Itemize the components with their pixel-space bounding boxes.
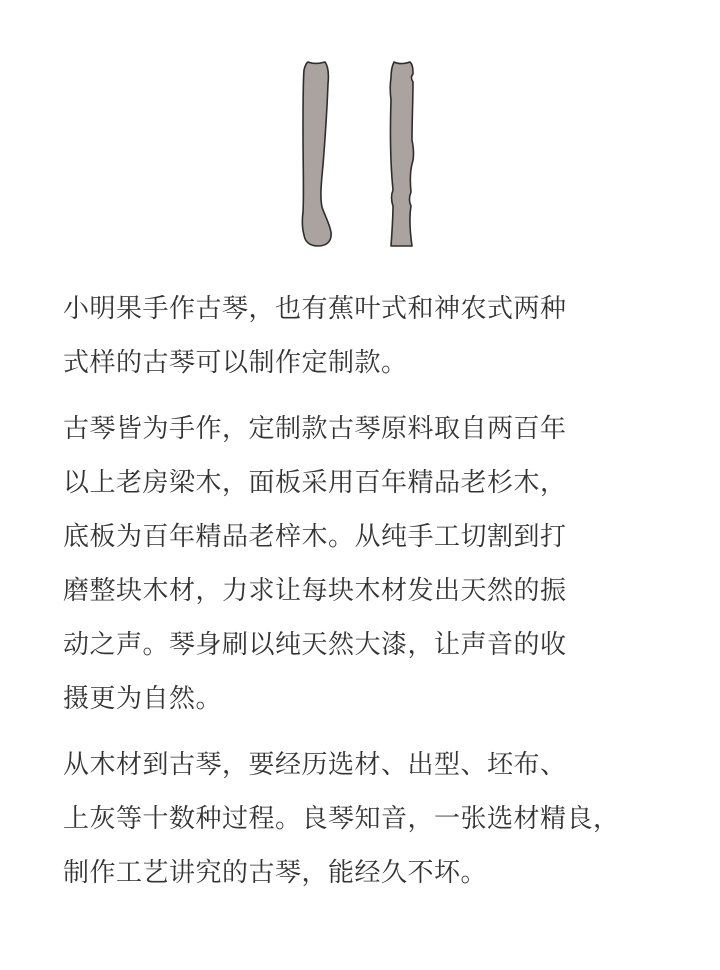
paragraph-line: 底板为百年精品老梓木。从纯手工切割到打 <box>63 522 567 552</box>
paragraph-intro <box>63 282 663 390</box>
paragraph-line: 以上老房梁木，面板采用百年精品老杉木， <box>63 468 567 498</box>
guqin-left-silhouette <box>302 62 331 246</box>
article-body <box>63 282 663 900</box>
paragraph-line: 古琴皆为手作，定制款古琴原料取自两百年 <box>63 414 567 444</box>
guqin-illustration <box>0 0 720 260</box>
paragraph-line: 从木材到古琴，要经历选材、出型、坯布、 <box>63 750 567 780</box>
paragraph-materials <box>63 402 663 726</box>
paragraph-line: 式样的古琴可以制作定制款。 <box>63 348 408 378</box>
paragraph-process <box>63 738 663 900</box>
paragraph-line: 上灰等十数种过程。良琴知音，一张选材精良， <box>63 804 620 834</box>
paragraph-line: 制作工艺讲究的古琴，能经久不坏。 <box>63 858 488 888</box>
guqin-pair-drawing <box>0 0 720 260</box>
guqin-right-silhouette <box>390 62 413 246</box>
paragraph-line: 磨整块木材，力求让每块木材发出天然的振 <box>63 576 567 606</box>
paragraph-line: 摄更为自然。 <box>63 684 223 714</box>
paragraph-line: 小明果手作古琴，也有蕉叶式和神农式两种 <box>63 294 567 324</box>
paragraph-line: 动之声。琴身刷以纯天然大漆，让声音的收 <box>63 630 567 660</box>
